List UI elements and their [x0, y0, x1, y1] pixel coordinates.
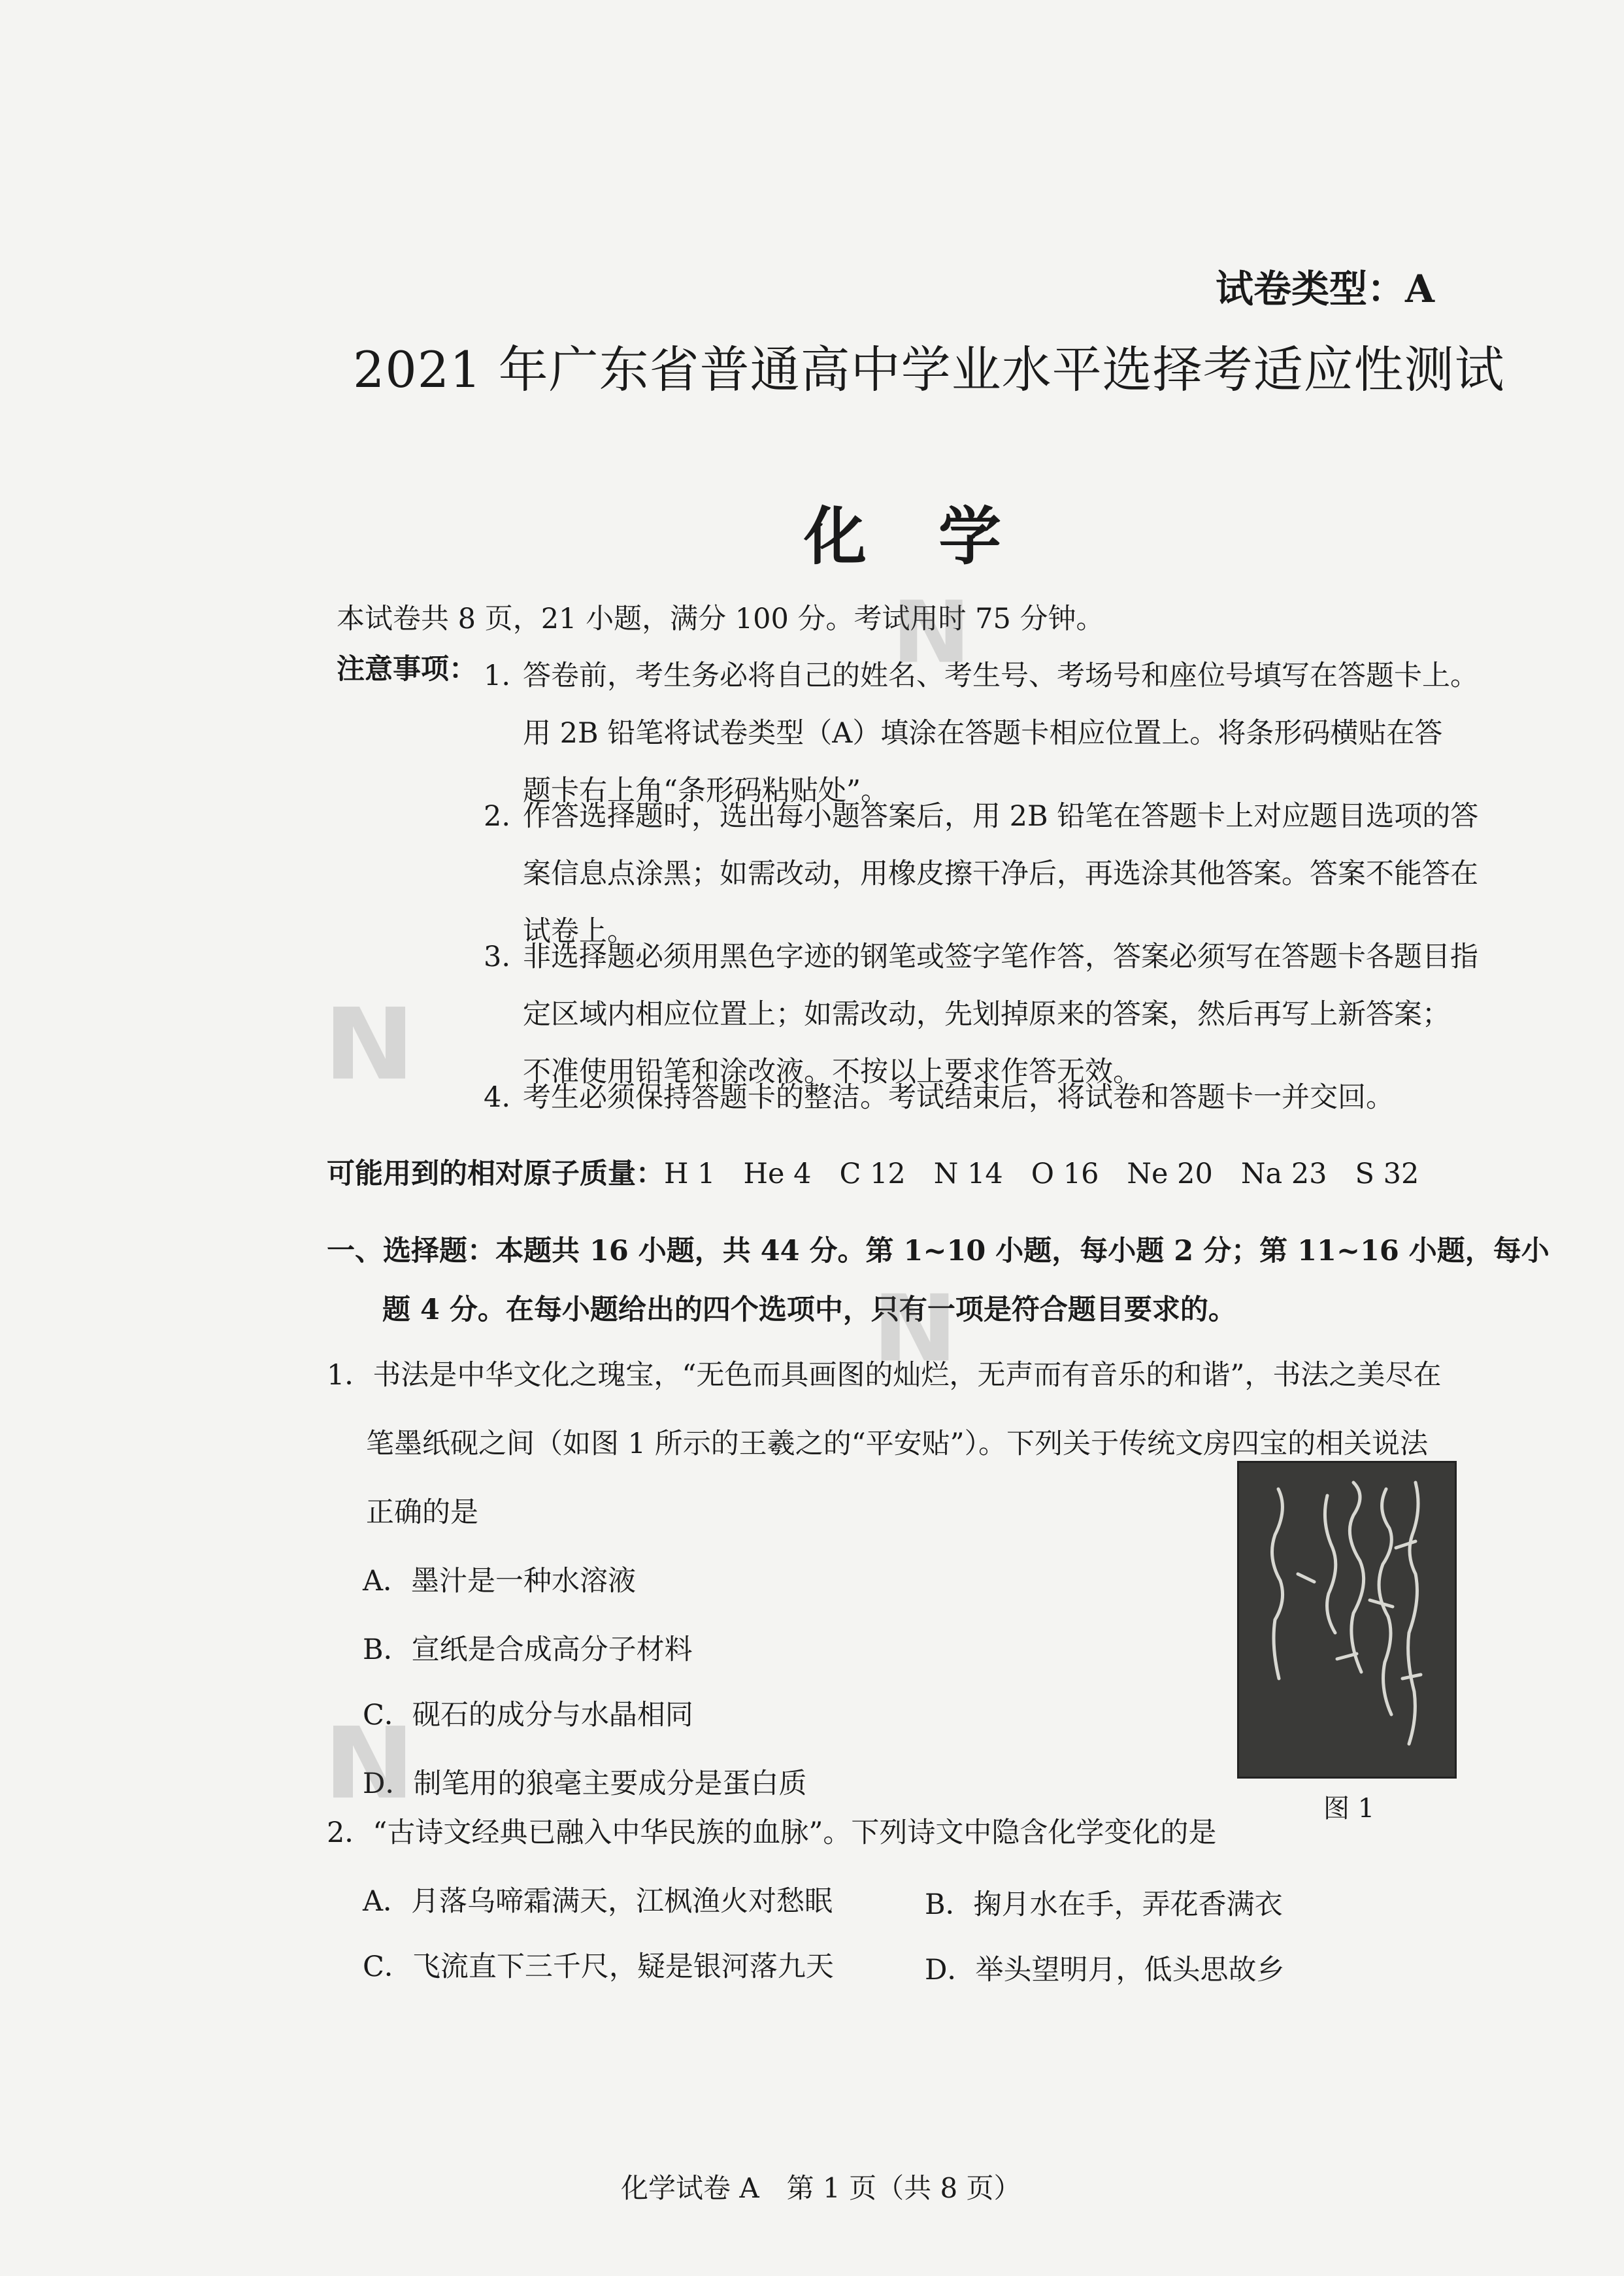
note-number: 4.: [484, 1081, 511, 1114]
note-line: 考生必须保持答题卡的整洁。考试结束后，将试卷和答题卡一并交回。: [523, 1081, 1394, 1114]
note-line: 试卷上。: [523, 915, 635, 948]
q1-option-b: B．宣纸是合成高分子材料: [363, 1633, 693, 1666]
intro-text: 本试卷共 8 页，21 小题，满分 100 分。考试用时 75 分钟。: [337, 603, 1104, 635]
q2-option-b: B．掬月水在手，弄花香满衣: [925, 1888, 1283, 1921]
note-number: 2.: [484, 800, 511, 833]
subject-title: 化学: [804, 499, 1073, 573]
q1-stem-line-3: 正确的是: [366, 1496, 478, 1529]
q1-option-a: A．墨汁是一种水溶液: [363, 1565, 637, 1598]
note-line: 答卷前，考生务必将自己的姓名、考生号、考场号和座位号填写在答题卡上。: [523, 660, 1478, 692]
section-heading-line-2: 题 4 分。在每小题给出的四个选项中，只有一项是符合题目要求的。: [382, 1294, 1236, 1326]
atomic-mass-values: H 1 He 4 C 12 N 14 O 16 Ne 20 Na 23 S 32: [664, 1158, 1419, 1190]
note-line: 用 2B 铅笔将试卷类型（A）填涂在答题卡相应位置上。将条形码横贴在答: [523, 717, 1443, 750]
note-number: 1.: [484, 660, 511, 692]
page-footer: 化学试卷 A 第 1 页（共 8 页）: [621, 2172, 1021, 2204]
note-line: 案信息点涂黑；如需改动，用橡皮擦干净后，再选涂其他答案。答案不能答在: [523, 858, 1478, 890]
q2-stem: 2．“古诗文经典已融入中华民族的血脉”。下列诗文中隐含化学变化的是: [327, 1816, 1217, 1849]
q1-stem-line-2: 笔墨纸砚之间（如图 1 所示的王羲之的“平安贴”）。下列关于传统文房四宝的相关说法: [366, 1428, 1429, 1460]
watermark-logo-icon: [869, 1281, 961, 1373]
watermark-logo-icon: [889, 588, 974, 673]
note-line: 不准使用铅笔和涂改液。不按以上要求作答无效。: [523, 1056, 1141, 1088]
exam-title: 2021 年广东省普通高中学业水平选择考适应性测试: [353, 341, 1505, 399]
figure-caption: 图 1: [1323, 1794, 1375, 1824]
q1-option-d: D．制笔用的狼毫主要成分是蛋白质: [363, 1767, 807, 1800]
paper-type: 试卷类型：A: [1216, 267, 1435, 311]
q1-option-c: C．砚石的成分与水晶相同: [363, 1699, 693, 1732]
note-line: 非选择题必须用黑色字迹的钢笔或签字笔作答，答案必须写在答题卡各题目指: [523, 941, 1478, 973]
section-heading-line-1: 一、选择题：本题共 16 小题，共 44 分。第 1~10 小题，每小题 2 分；第 11~16 小题，每小: [327, 1235, 1549, 1267]
q2-option-c: C．飞流直下三千尺，疑是银河落九天: [363, 1950, 834, 1983]
watermark-logo-icon: [320, 1713, 418, 1811]
q2-option-a: A．月落乌啼霜满天，江枫渔火对愁眠: [363, 1885, 833, 1918]
note-line: 定区域内相应位置上；如需改动，先划掉原来的答案，然后再写上新答案；: [523, 998, 1450, 1031]
atomic-masses: [327, 1152, 1419, 1192]
q2-option-d: D．举头望明月，低头思故乡: [925, 1954, 1285, 1986]
note-line: 题卡右上角“条形码粘贴处”。: [523, 775, 889, 807]
calligraphy-strokes: [1239, 1463, 1455, 1777]
note-4: [484, 1069, 1394, 1126]
note-number: 3.: [484, 941, 511, 973]
notes-label: 注意事项：: [337, 653, 477, 686]
atomic-mass-label: 可能用到的相对原子质量：: [327, 1158, 664, 1190]
calligraphy-figure: [1237, 1461, 1457, 1779]
watermark-logo-icon: [320, 994, 418, 1092]
note-line: 作答选择题时，选出每小题答案后，用 2B 铅笔在答题卡上对应题目选项的答: [523, 800, 1479, 833]
q1-stem-line-1: 1．书法是中华文化之瑰宝，“无色而具画图的灿烂，无声而有音乐的和谐”，书法之美尽在: [327, 1359, 1442, 1392]
